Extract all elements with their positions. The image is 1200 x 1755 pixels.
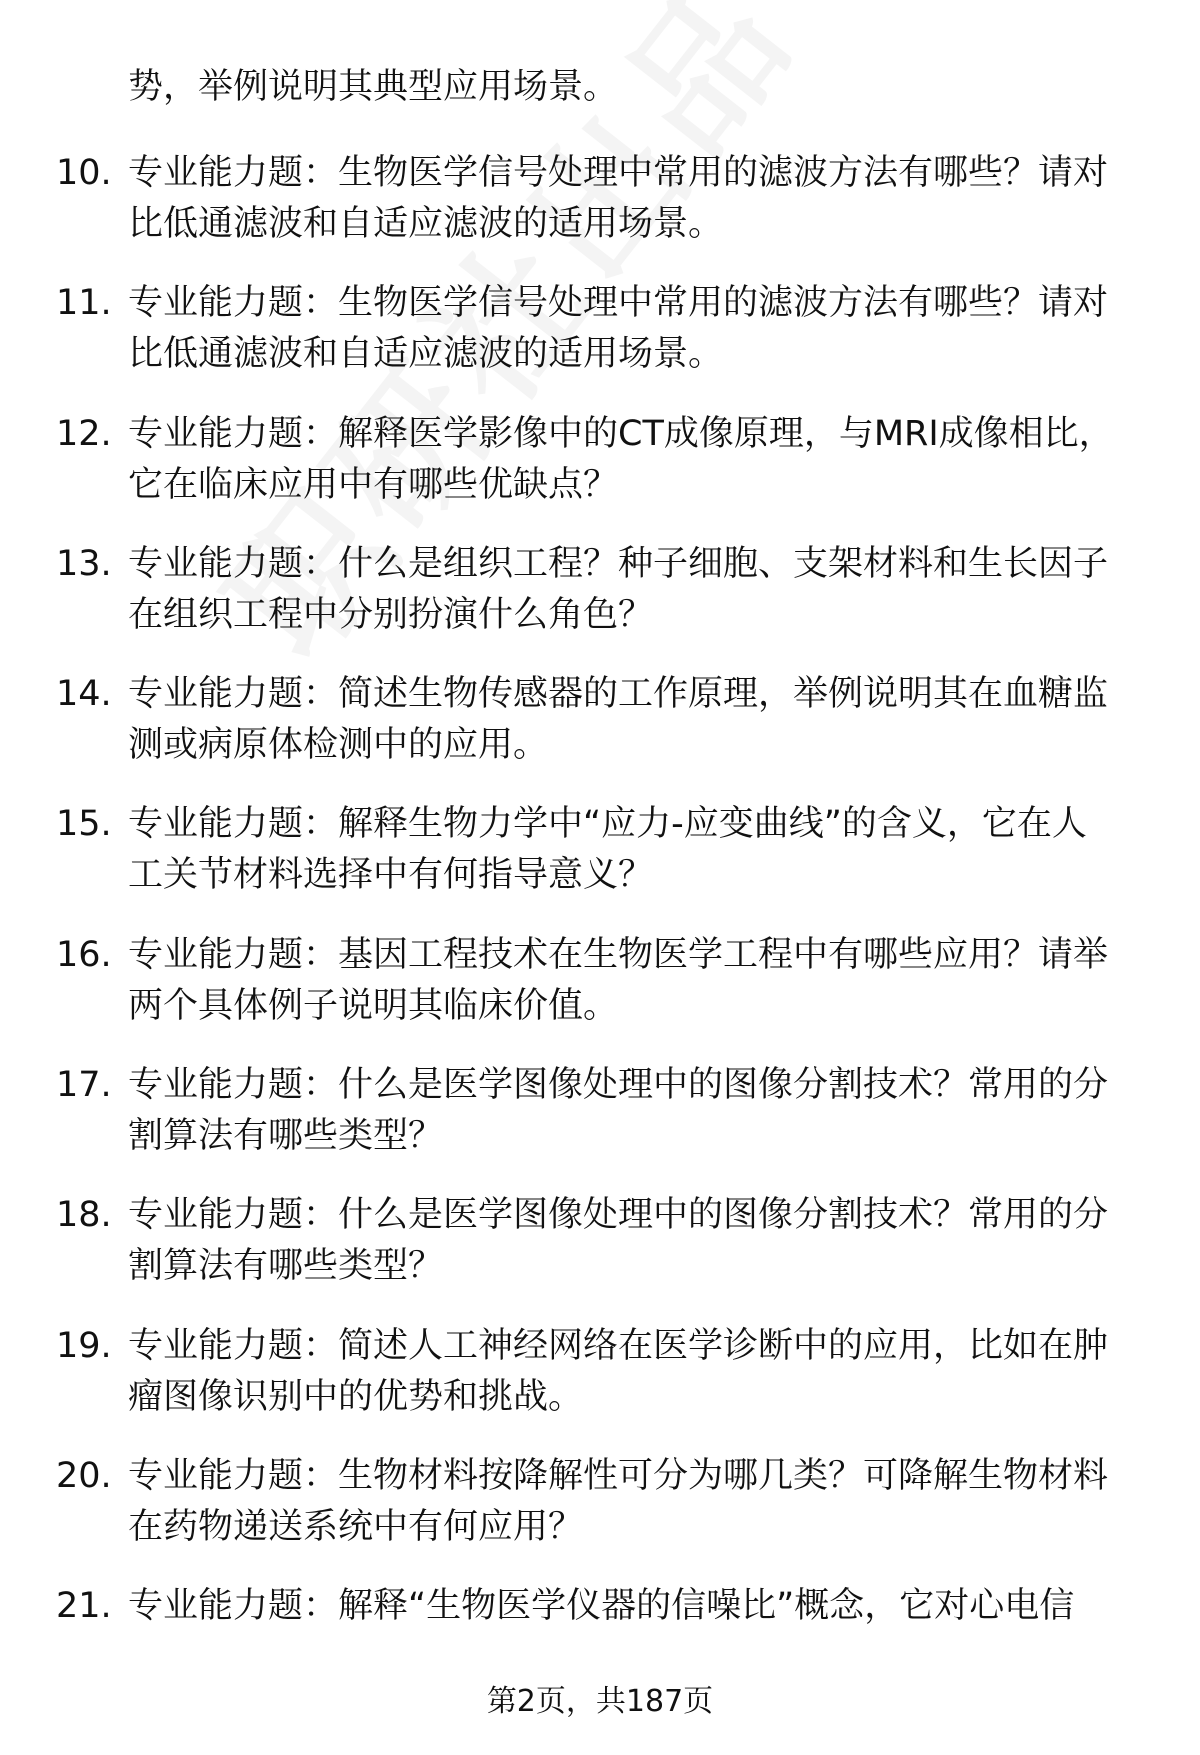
question-text-line: 它在临床应用中有哪些优缺点？ (128, 464, 619, 505)
question-item (0, 278, 1200, 408)
question-item (0, 799, 1200, 929)
question-text-line: 专业能力题：解释生物力学中“应力-应变曲线”的含义，它在人 (128, 804, 1087, 845)
question-text-line: 专业能力题：生物材料按降解性可分为哪几类？可降解生物材料 (128, 1455, 1109, 1496)
question-item (0, 1451, 1200, 1581)
question-text-line: 测或病原体检测中的应用。 (128, 725, 549, 766)
question-text-line: 专业能力题：什么是医学图像处理中的图像分割技术？常用的分 (128, 1065, 1109, 1106)
question-item (0, 930, 1200, 1060)
question-number: 16. (56, 934, 112, 975)
question-text-line: 割算法有哪些类型？ (128, 1246, 444, 1287)
question-text-line: 专业能力题：解释医学影像中的CT成像原理，与MRI成像相比， (128, 413, 1114, 454)
question-text-line: 比低通滤波和自适应滤波的适用场景。 (128, 334, 724, 375)
question-text-line: 专业能力题：生物医学信号处理中常用的滤波方法有哪些？请对 (128, 283, 1109, 324)
question-number: 10. (56, 153, 112, 193)
question-text-line: 专业能力题：简述人工神经网络在医学诊断中的应用，比如在肿 (128, 1325, 1109, 1366)
question-number: 12. (56, 413, 112, 454)
question-item (0, 409, 1200, 539)
question-number: 11. (56, 283, 112, 324)
question-text-line: 割算法有哪些类型？ (128, 1116, 444, 1157)
question-text-line: 比低通滤波和自适应滤波的适用场景。 (128, 204, 724, 244)
question-text-line: 专业能力题：简述生物传感器的工作原理，举例说明其在血糖监 (128, 674, 1109, 715)
page-footer: 第2页，共187页 (486, 1684, 714, 1719)
question-text-line: 专业能力题：基因工程技术在生物医学工程中有哪些应用？请举 (128, 934, 1109, 975)
question-number: 13. (56, 543, 112, 584)
question-number: 15. (56, 804, 112, 845)
question-text-line: 专业能力题：生物医学信号处理中常用的滤波方法有哪些？请对 (128, 153, 1109, 193)
question-number: 20. (56, 1455, 112, 1496)
question-item (0, 669, 1200, 799)
question-text-line: 两个具体例子说明其临床价值。 (128, 985, 619, 1026)
question-text-line: 专业能力题：解释“生物医学仪器的信噪比”概念，它对心电信 (128, 1586, 1075, 1627)
question-text-line: 专业能力题：什么是组织工程？种子细胞、支架材料和生长因子 (128, 543, 1109, 584)
question-text-line: 在组织工程中分别扮演什么角色？ (128, 594, 654, 635)
question-item (0, 539, 1200, 669)
question-text-line: 工关节材料选择中有何指导意义？ (128, 855, 654, 896)
question-item (0, 1321, 1200, 1451)
question-item (0, 1060, 1200, 1190)
question-text-line: 瘤图像识别中的优势和挑战。 (128, 1376, 584, 1417)
question-text-line: 专业能力题：什么是医学图像处理中的图像分割技术？常用的分 (128, 1195, 1109, 1236)
question-number: 21. (56, 1586, 112, 1627)
question-number: 17. (56, 1065, 112, 1106)
question-number: 14. (56, 674, 112, 715)
question-item (0, 148, 1200, 278)
question-list (0, 148, 1200, 1712)
question-text-line: 在药物递送系统中有何应用？ (128, 1506, 584, 1547)
question-number: 18. (56, 1195, 112, 1236)
question-item (0, 1190, 1200, 1320)
question-number: 19. (56, 1325, 112, 1366)
continued-line: 势，举例说明其典型应用场景。 (128, 67, 619, 107)
